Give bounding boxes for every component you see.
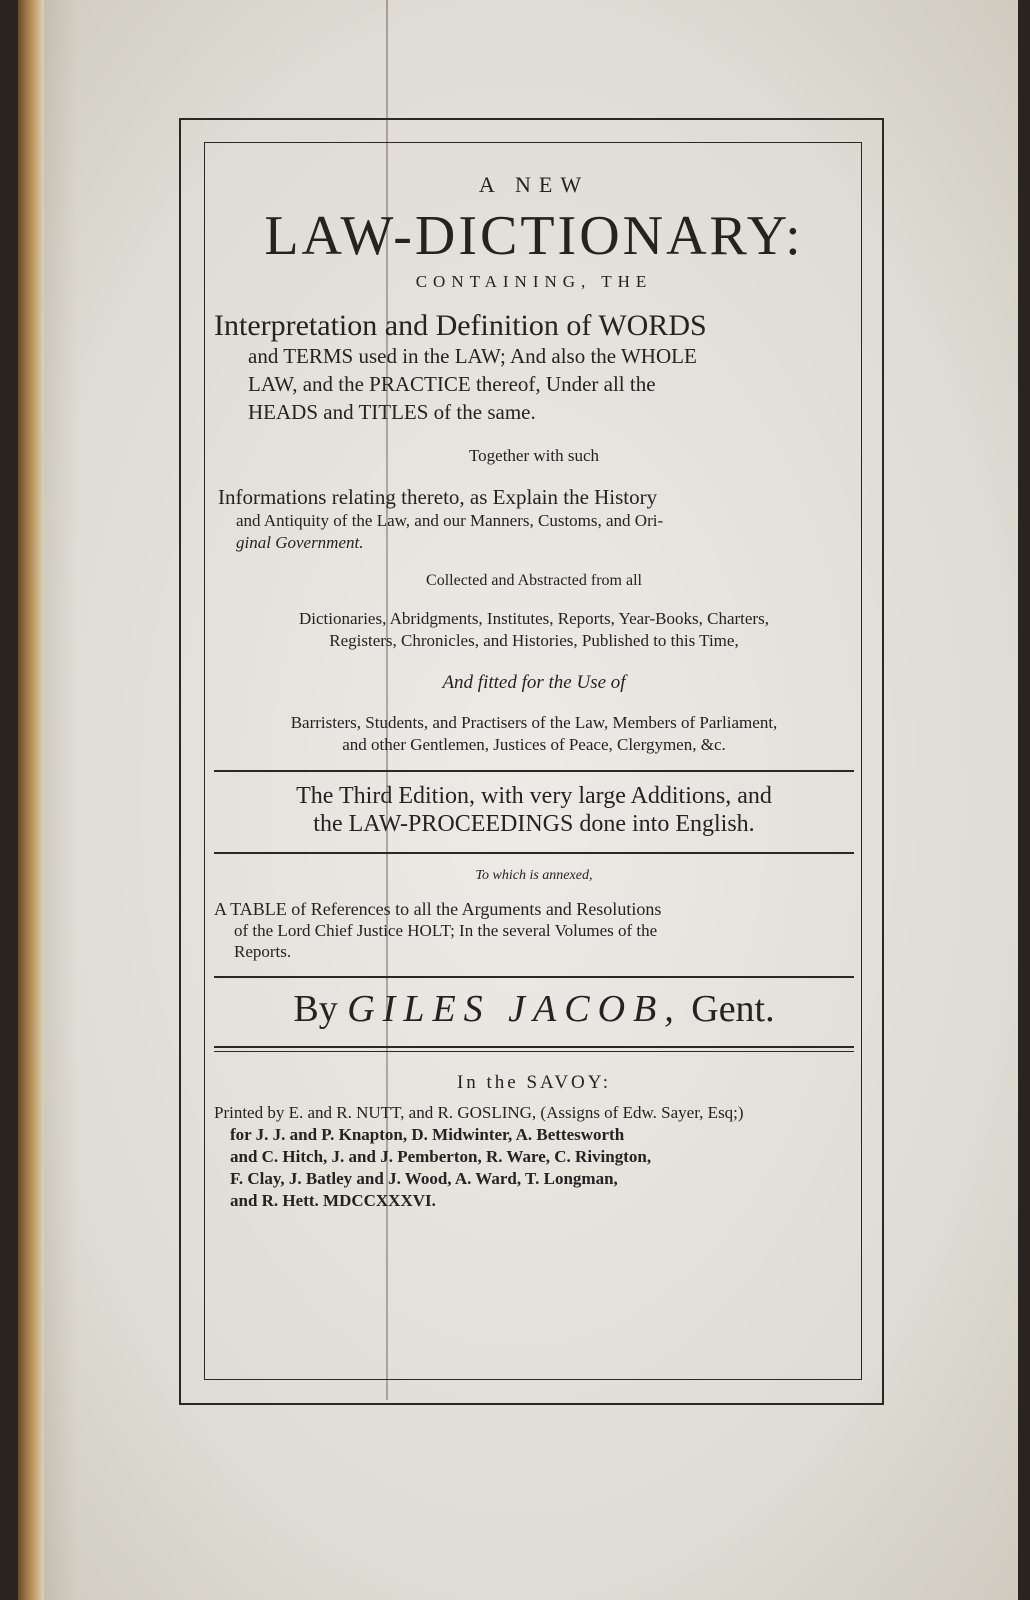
interpretation-line: Interpretation and Definition of WORDS <box>214 309 707 342</box>
table-line: A TABLE of References to all the Arguments and Resolutions <box>214 899 662 919</box>
divider-rule <box>214 976 854 978</box>
title-page-content <box>214 150 854 1212</box>
main-title: LAW-DICTIONARY: <box>264 205 804 267</box>
author-by: By <box>293 988 338 1030</box>
divider-rule <box>214 770 854 772</box>
informations-line: Informations relating thereto, as Explain the History <box>218 485 658 509</box>
together-line: Together with such <box>468 446 600 465</box>
imprint-line: and R. Hett. MDCCXXXVI. <box>230 1191 436 1210</box>
imprint-line: Printed by E. and R. NUTT, and R. GOSLING, (Assigns of Edw. Sayer, Esq;) <box>214 1103 744 1122</box>
containing-line: CONTAINING, THE <box>415 272 653 291</box>
divider-double-rule <box>214 1046 854 1052</box>
author-name: GILES JACOB, <box>347 988 682 1030</box>
table-line: of the Lord Chief Justice HOLT; In the several Volumes of the <box>234 921 658 940</box>
annexed-line: To which is annexed, <box>475 868 593 883</box>
informations-line: ginal Government. <box>236 533 364 552</box>
imprint-line: for J. J. and P. Knapton, D. Midwinter, A. Bettesworth <box>230 1125 625 1144</box>
edition-line: The Third Edition, with very large Additions, and <box>296 783 772 809</box>
a-new-heading: A NEW <box>478 172 590 197</box>
dictionaries-line: Dictionaries, Abridgments, Institutes, Reports, Year-Books, Charters, <box>299 609 769 628</box>
collected-line: Collected and Abstracted from all <box>426 572 642 589</box>
book-spine <box>18 0 44 1600</box>
author-line <box>214 986 854 1032</box>
savoy-line: In the SAVOY: <box>456 1072 612 1093</box>
interpretation-line: and TERMS used in the LAW; And also the WHOLE <box>248 344 697 368</box>
fitted-line: And fitted for the Use of <box>442 672 626 693</box>
interpretation-line: LAW, and the PRACTICE thereof, Under all the <box>248 372 656 396</box>
imprint-line: F. Clay, J. Batley and J. Wood, A. Ward, T. Longman, <box>230 1169 618 1188</box>
edition-line: the LAW-PROCEEDINGS done into English. <box>313 811 755 837</box>
author-suffix: Gent. <box>691 988 775 1030</box>
imprint-line: and C. Hitch, J. and J. Pemberton, R. Ware, C. Rivington, <box>230 1147 652 1166</box>
informations-line: and Antiquity of the Law, and our Manners, Customs, and Ori- <box>236 511 664 530</box>
divider-rule <box>214 852 854 854</box>
dictionaries-line: Registers, Chronicles, and Histories, Published to this Time, <box>329 631 739 650</box>
barristers-line: Barristers, Students, and Practisers of the Law, Members of Parliament, <box>290 713 778 732</box>
table-line: Reports. <box>234 942 292 961</box>
barristers-line: and other Gentlemen, Justices of Peace, Clergymen, &c. <box>342 735 726 754</box>
interpretation-line: HEADS and TITLES of the same. <box>248 400 536 424</box>
